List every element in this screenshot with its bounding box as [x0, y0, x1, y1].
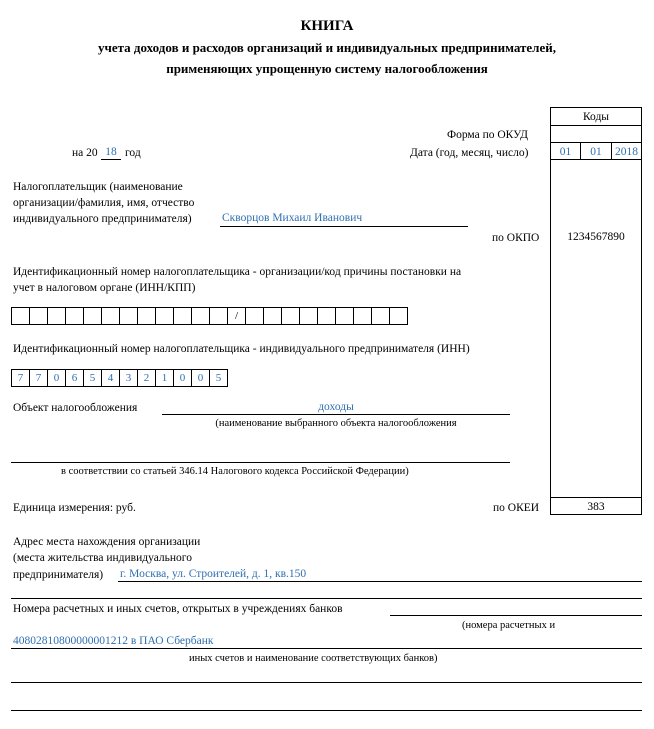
inn-kpp-cell[interactable] [137, 307, 156, 325]
inn-ip-digit[interactable]: 6 [65, 369, 84, 387]
inn-kpp-cell[interactable] [83, 307, 102, 325]
okei-label: по ОКЕИ [493, 502, 540, 514]
okei-row-top [550, 497, 642, 498]
page-subtitle-2: применяющих упрощенную систему налогообложения [166, 61, 488, 76]
address-field[interactable]: г. Москва, ул. Строителей, д. 1, кв.150 [120, 568, 307, 580]
inn-kpp-cell[interactable] [209, 307, 228, 325]
taxpayer-label-2: организации/фамилия, имя, отчество [13, 197, 195, 209]
inn-kpp-label-1: Идентификационный номер налогоплательщика - организации/код причины постановки на [13, 266, 462, 278]
bank-label: Номера расчетных и иных счетов, открытых в учреждениях банков [13, 603, 343, 615]
tax-object-second-line [11, 462, 510, 463]
year-value[interactable]: 18 [105, 146, 117, 158]
okud-label: Форма по ОКУД [447, 129, 528, 141]
codes-header: Коды [582, 111, 610, 123]
tax-object-caption: (наименование выбранного объекта налогообложения [215, 418, 457, 429]
inn-kpp-cell[interactable] [353, 307, 372, 325]
inn-kpp-cell[interactable] [263, 307, 282, 325]
bank-value-underline [11, 648, 642, 649]
inn-ip-digit[interactable]: 7 [29, 369, 48, 387]
page-subtitle-1: учета доходов и расходов организаций и индивидуальных предпринимателей, [98, 40, 556, 55]
address-label-2: (места жительства индивидуального [13, 552, 192, 564]
year-suffix: год [125, 147, 141, 159]
inn-ip-digit[interactable]: 5 [83, 369, 102, 387]
okei-row-bottom [550, 514, 642, 515]
inn-ip-digit[interactable]: 1 [155, 369, 174, 387]
taxpayer-underline [220, 226, 468, 227]
date-month-value: 01 [590, 146, 602, 158]
address-second-line [11, 598, 642, 599]
tax-object-underline [162, 414, 510, 415]
inn-kpp-cell[interactable] [11, 307, 30, 325]
address-underline [118, 581, 642, 582]
date-label: Дата (год, месяц, число) [410, 147, 529, 159]
inn-kpp-cell[interactable] [317, 307, 336, 325]
taxpayer-name-field[interactable]: Скворцов Михаил Иванович [222, 212, 363, 224]
bank-accounts-field[interactable]: 40802810800000001212 в ПАО Сбербанк [13, 635, 214, 647]
inn-kpp-cell[interactable] [335, 307, 354, 325]
unit-label: Единица измерения: руб. [13, 502, 136, 514]
inn-ip-digit[interactable]: 4 [101, 369, 120, 387]
inn-ip-digit[interactable]: 5 [209, 369, 228, 387]
inn-kpp-cell[interactable] [173, 307, 192, 325]
address-label-3: предпринимателя) [13, 569, 104, 581]
year-underline [101, 159, 121, 160]
date-row-divider [550, 159, 642, 160]
inn-kpp-cell[interactable] [101, 307, 120, 325]
codes-header-divider [550, 125, 642, 126]
inn-kpp-label-2: учет в налоговом органе (ИНН/КПП) [13, 282, 196, 294]
codes-column-left-border [550, 107, 551, 515]
page-title: КНИГА [300, 18, 354, 34]
bank-extra-line-1 [11, 682, 642, 683]
date-year-value: 2018 [615, 146, 638, 158]
okud-row-divider [550, 142, 642, 143]
codes-top-border [550, 107, 642, 108]
tax-object-label: Объект налогообложения [13, 402, 138, 414]
bank-caption-1: (номера расчетных и [462, 620, 556, 631]
codes-column-right-border [641, 107, 642, 515]
inn-ip-digit[interactable]: 3 [119, 369, 138, 387]
inn-kpp-cell[interactable] [65, 307, 84, 325]
okpo-value: 1234567890 [567, 231, 625, 243]
inn-kpp-cell[interactable] [29, 307, 48, 325]
taxpayer-label-3: индивидуального предпринимателя) [13, 213, 192, 225]
inn-kpp-cell[interactable] [371, 307, 390, 325]
inn-kpp-cell[interactable] [281, 307, 300, 325]
inn-kpp-cell[interactable] [119, 307, 138, 325]
okpo-label: по ОКПО [492, 232, 540, 244]
inn-kpp-separator: / [227, 307, 246, 325]
bank-caption-2: иных счетов и наименование соответствующих банков) [189, 653, 438, 664]
address-label-1: Адрес места нахождения организации [13, 536, 201, 548]
date-day-value: 01 [559, 146, 572, 158]
year-prefix: на 20 [72, 147, 98, 159]
inn-kpp-cell[interactable] [155, 307, 174, 325]
tax-object-field[interactable]: доходы [318, 401, 354, 413]
bank-extra-line-2 [11, 710, 642, 711]
taxpayer-label-1: Налогоплательщик (наименование [13, 181, 183, 193]
inn-ip-digit[interactable]: 7 [11, 369, 30, 387]
inn-ip-digit[interactable]: 0 [191, 369, 210, 387]
inn-ip-digit[interactable]: 0 [47, 369, 66, 387]
inn-kpp-cell[interactable] [47, 307, 66, 325]
inn-kpp-cell[interactable] [299, 307, 318, 325]
okei-value: 383 [587, 501, 605, 513]
inn-kpp-cell[interactable] [245, 307, 264, 325]
tax-object-law-ref: в соответствии со статьей 346.14 Налогового кодекса Российской Федерации) [61, 466, 409, 477]
inn-kpp-cell[interactable] [191, 307, 210, 325]
bank-label-underline [390, 615, 642, 616]
inn-ip-digit[interactable]: 0 [173, 369, 192, 387]
inn-ip-label: Идентификационный номер налогоплательщика - индивидуального предпринимателя (ИНН) [13, 343, 470, 355]
inn-ip-digit[interactable]: 2 [137, 369, 156, 387]
inn-kpp-cell[interactable] [389, 307, 408, 325]
